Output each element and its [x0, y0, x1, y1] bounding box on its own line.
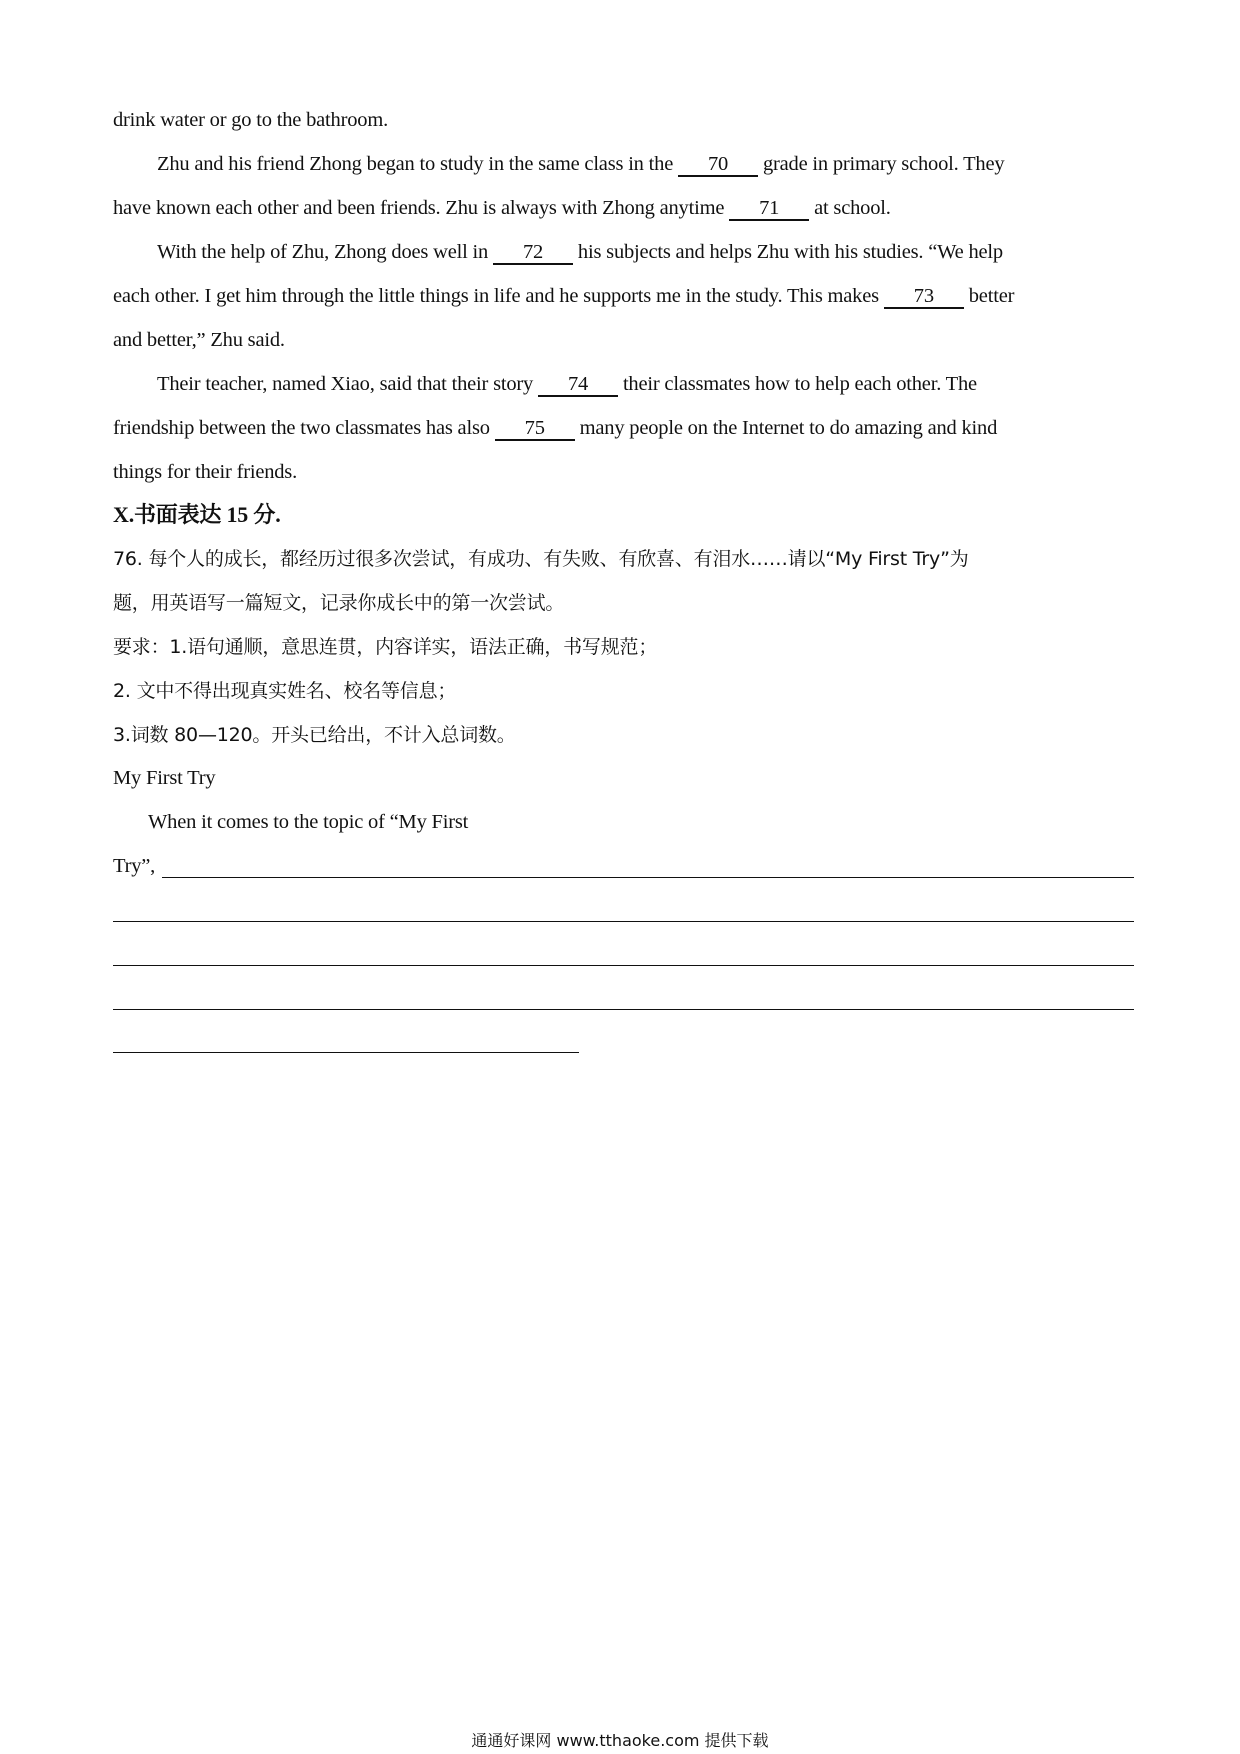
- text-span: friendship between the two classmates has also: [113, 417, 495, 439]
- answer-line[interactable]: [113, 965, 1134, 966]
- requirement-3: 3.词数 80—120。开头已给出，不计入总词数。: [113, 724, 516, 746]
- question-76-cont: 题，用英语写一篇短文，记录你成长中的第一次尝试。: [113, 592, 565, 614]
- blank-71[interactable]: 71: [729, 197, 809, 221]
- passage-line: [113, 283, 1014, 309]
- text-span: Their teacher, named Xiao, said that their story: [157, 373, 539, 395]
- passage-line: things for their friends.: [113, 461, 298, 483]
- text-span: better: [963, 285, 1015, 307]
- blank-74[interactable]: 74: [538, 373, 618, 397]
- passage-line: [113, 195, 891, 221]
- passage-line: [157, 371, 977, 397]
- blank-75[interactable]: 75: [495, 417, 575, 441]
- essay-start-cont: Try”,: [113, 855, 156, 877]
- passage-line: [113, 415, 997, 441]
- answer-line[interactable]: [162, 877, 1134, 878]
- text-span: at school.: [809, 197, 891, 219]
- question-76: 76. 每个人的成长，都经历过很多次尝试，有成功、有失败、有欣喜、有泪水……请以“My First Try”为: [113, 548, 969, 570]
- essay-title: My First Try: [113, 767, 216, 789]
- answer-line[interactable]: [113, 921, 1134, 922]
- text-span: many people on the Internet to do amazing and kind: [574, 417, 998, 439]
- text-span: each other. I get him through the little things in life and he supports me in the study. This makes: [113, 285, 884, 307]
- passage-line: drink water or go to the bathroom.: [113, 109, 389, 131]
- requirement-1: 要求：1.语句通顺，意思连贯，内容详实，语法正确，书写规范；: [113, 636, 658, 658]
- footer-watermark: 通通好课网 www.tthaoke.com 提供下载: [471, 1731, 769, 1750]
- text-span: his subjects and helps Zhu with his studies. “We help: [573, 241, 1003, 263]
- passage-line: [157, 239, 1003, 265]
- text-span: With the help of Zhu, Zhong does well in: [157, 241, 493, 263]
- blank-72[interactable]: 72: [493, 241, 573, 265]
- text-span: their classmates how to help each other. The: [618, 373, 977, 395]
- blank-73[interactable]: 73: [884, 285, 964, 309]
- passage-line: [157, 151, 1004, 177]
- answer-line[interactable]: [113, 1009, 1134, 1010]
- text-span: Zhu and his friend Zhong began to study in the same class in the: [157, 153, 679, 175]
- essay-start: When it comes to the topic of “My First: [148, 811, 469, 833]
- requirement-2: 2. 文中不得出现真实姓名、校名等信息；: [113, 680, 457, 702]
- section-heading: X.书面表达 15 分.: [113, 502, 281, 527]
- answer-line[interactable]: [113, 1052, 579, 1053]
- passage-line: and better,” Zhu said.: [113, 329, 285, 351]
- text-span: grade in primary school. They: [758, 153, 1005, 175]
- text-span: have known each other and been friends. Zhu is always with Zhong anytime: [113, 197, 730, 219]
- blank-70[interactable]: 70: [678, 153, 758, 177]
